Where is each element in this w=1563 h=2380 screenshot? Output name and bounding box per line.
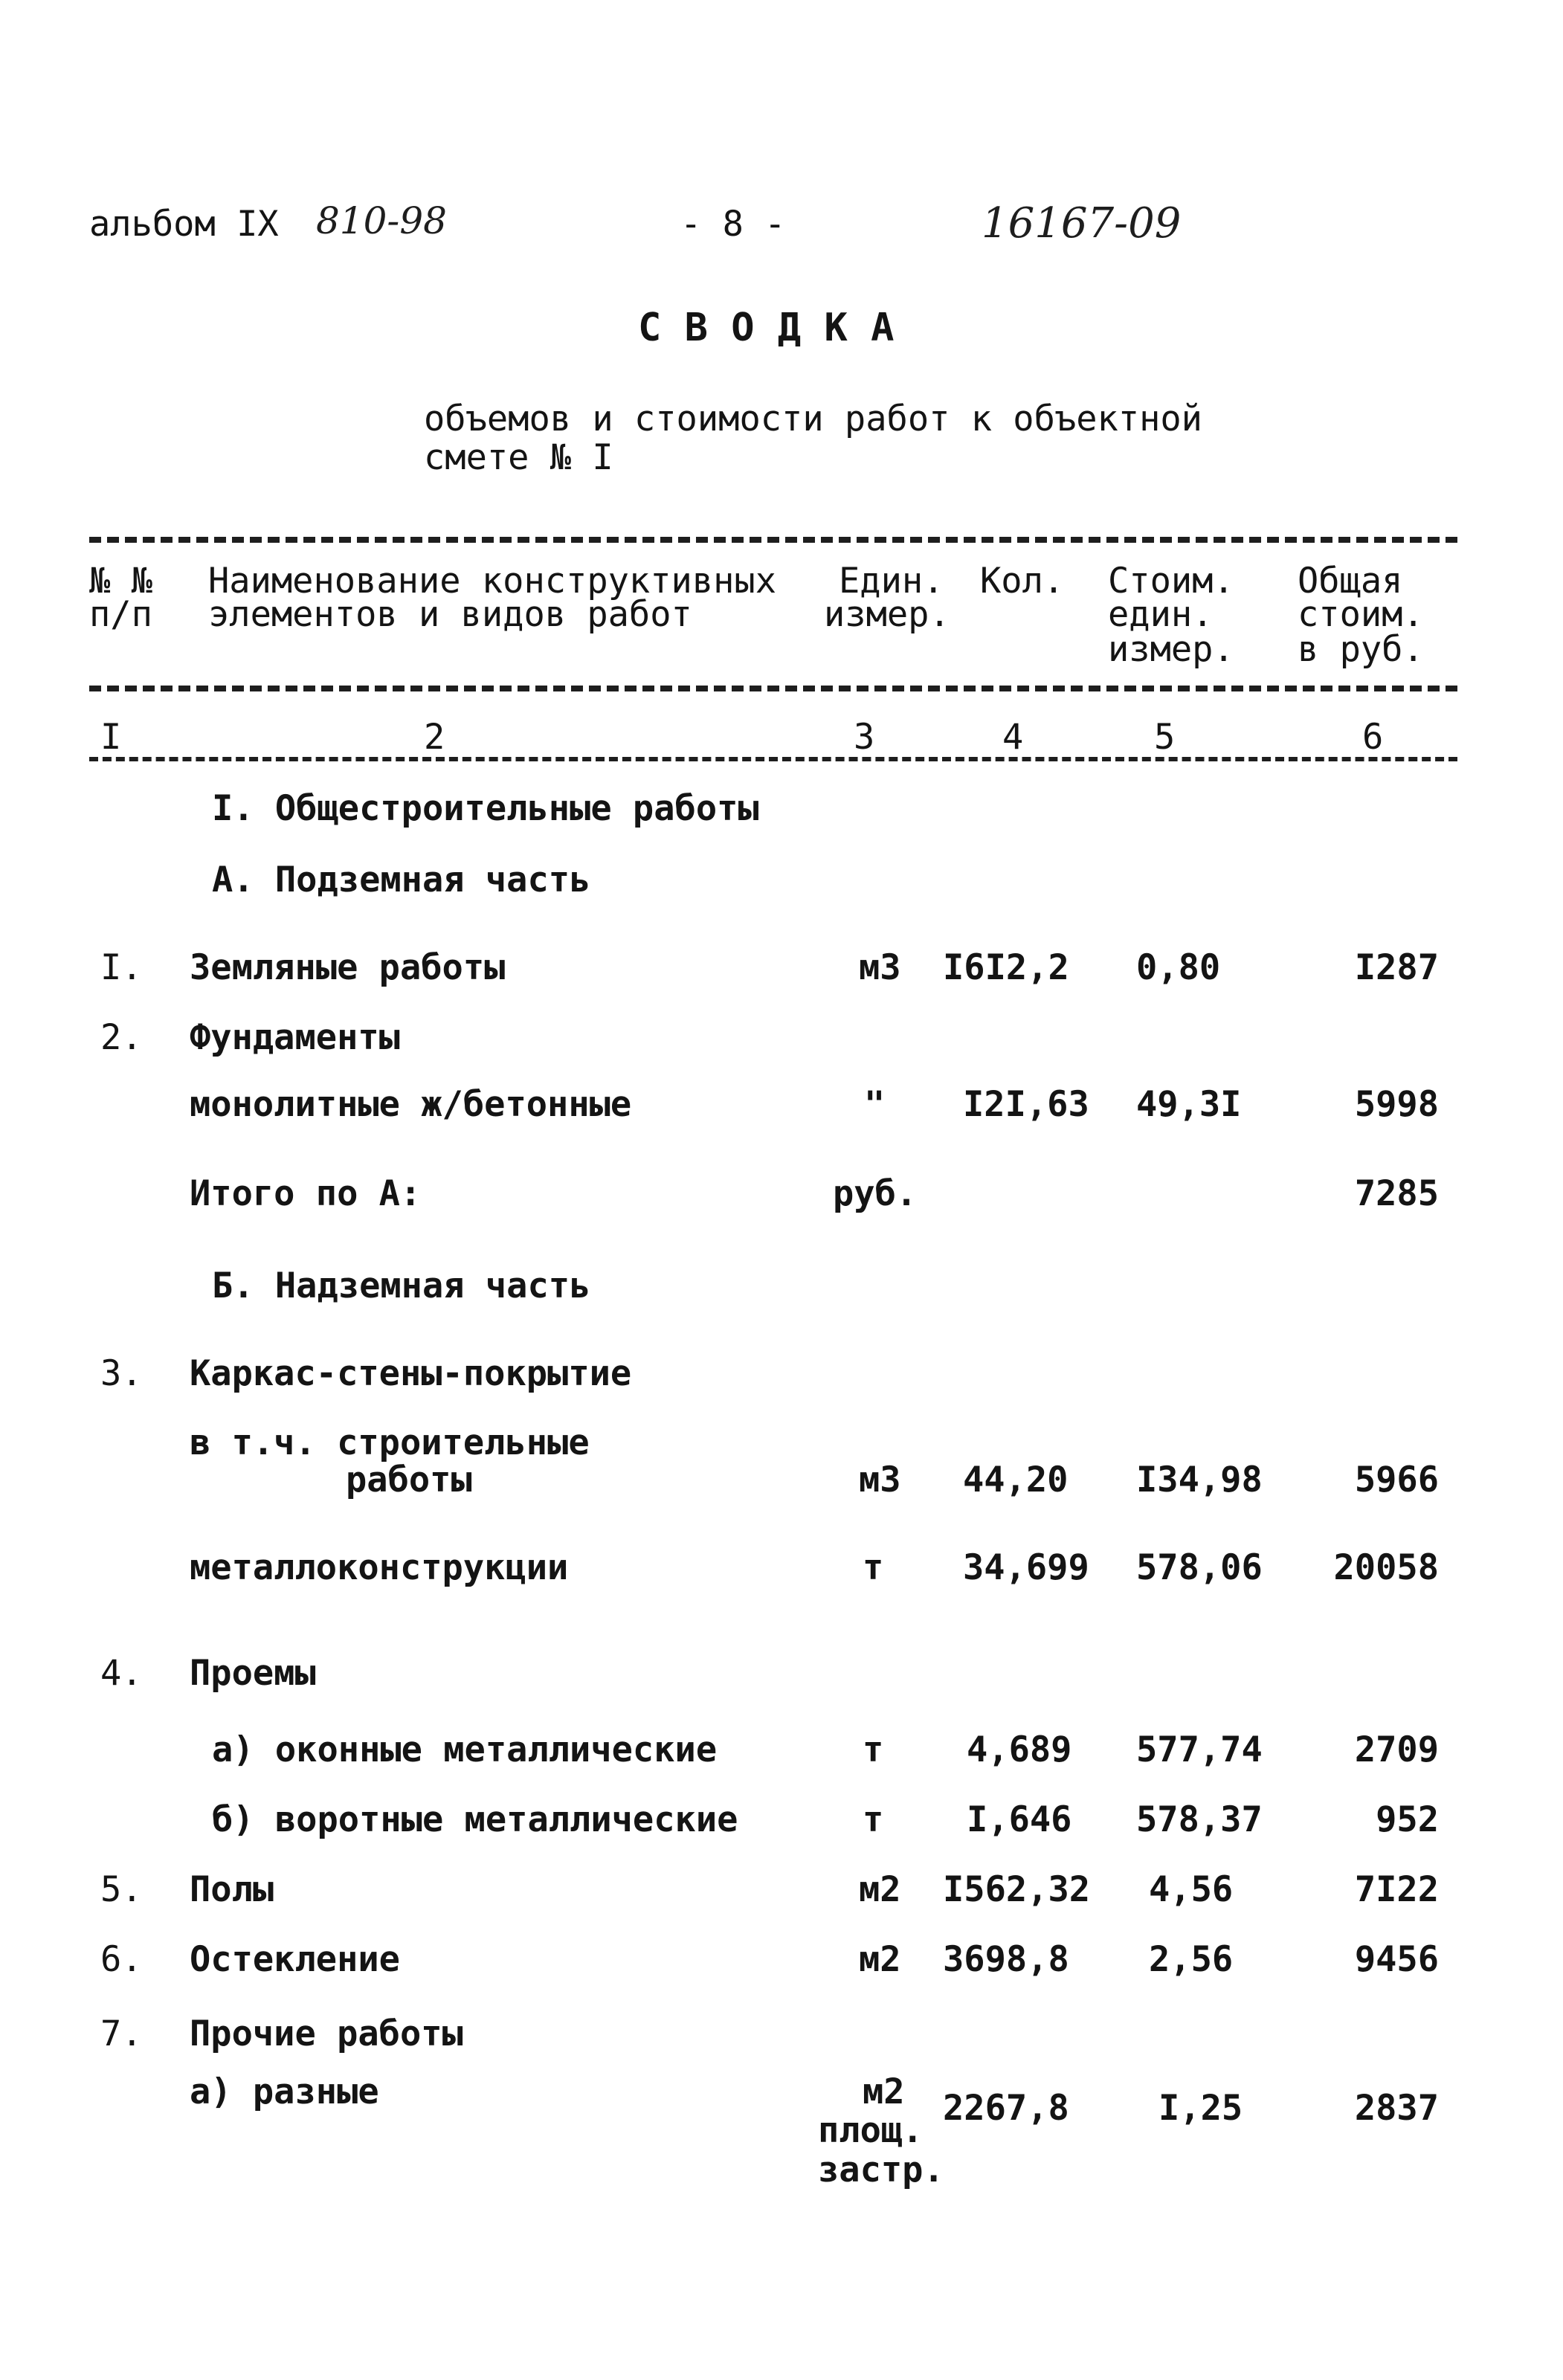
header-unit-line2: измер. [824,594,950,635]
row-number: 2. [100,1017,143,1058]
page-number: - 8 - [680,204,786,245]
row-price: 4,56 [1149,1869,1234,1910]
colnum-4: 4 [1002,717,1024,758]
row-total: 9456 [1354,1939,1439,1980]
colnum-6: 6 [1362,717,1384,758]
row-unit: м2 [859,1869,901,1910]
row-unit: м2 [859,1939,901,1980]
total-a-value: 7285 [1354,1173,1439,1214]
row-total: 20058 [1333,1547,1439,1588]
header-name-line2: элементов и видов работ [208,594,692,635]
row-price: 577,74 [1136,1729,1263,1770]
row-number: 3. [100,1353,143,1394]
album-label: альбом IX [89,204,279,245]
row-unit: м3 [859,1460,901,1500]
row-unit: м3 [859,947,901,988]
row-total: 7I22 [1354,1869,1439,1910]
subtitle-line-2: смете № I [424,437,613,478]
header-qty: Кол. [980,561,1065,602]
row-price: 2,56 [1149,1939,1234,1980]
row-price: 49,3I [1136,1084,1242,1125]
row-name: Прочие работы [190,2013,463,2054]
header-name-line1: Наименование конструктивных [208,561,777,602]
row-name: монолитные ж/бетонные [190,1084,632,1125]
section-general-heading: I. Общестроительные работы [212,788,759,829]
row-total: 952 [1376,1799,1439,1840]
row-qty: I,646 [967,1799,1072,1840]
row-number: 7. [100,2013,143,2054]
document-number-handwritten: 16167-09 [982,199,1182,248]
total-a-label: Итого по А: [190,1173,422,1214]
page-title: С В О Д К А [638,306,895,350]
colnum-bottom-rule [89,757,1457,761]
row-name: Каркас-стены-покрытие [190,1353,632,1394]
row-qty: I6I2,2 [943,947,1069,988]
row-qty: 44,20 [963,1460,1069,1500]
row-name-line1: в т.ч. строительные [190,1422,590,1463]
row-unit-ditto: " [864,1084,886,1125]
row-number: 6. [100,1939,143,1980]
row-number: I. [100,947,143,988]
row-qty: I2I,63 [963,1084,1089,1125]
header-price-line1: Стоим. [1108,561,1234,602]
table-top-rule [89,537,1457,543]
row-unit-line3: застр. [818,2150,944,2190]
row-qty: 2267,8 [943,2088,1069,2129]
album-code-handwritten: 810-98 [316,199,447,242]
row-total: 5998 [1354,1084,1439,1125]
row-price: 0,80 [1136,947,1221,988]
row-total: 2709 [1354,1729,1439,1770]
row-name: Полы [190,1869,274,1910]
colnum-1: I [100,717,122,758]
row-price: 578,06 [1136,1547,1263,1588]
header-price-line2: един. [1108,594,1214,635]
header-total-line2: стоим. [1298,594,1424,635]
header-num-line1: № № [89,561,152,602]
row-number: 5. [100,1869,143,1910]
subtitle-line-1: объемов и стоимости работ к объектной [424,399,1202,439]
row-unit-line1: м2 [863,2071,905,2112]
header-price-line3: измер. [1108,629,1234,670]
row-total: 5966 [1354,1460,1439,1500]
total-a-unit: руб. [833,1173,918,1214]
header-num-line2: п/п [89,594,152,635]
part-b-heading: Б. Надземная часть [212,1265,591,1306]
row-name: а) оконные металлические [212,1729,718,1770]
row-name: Земляные работы [190,947,506,988]
row-qty: 34,699 [963,1547,1089,1588]
header-unit-line1: Един. [839,561,944,602]
row-qty: 4,689 [967,1729,1072,1770]
colnum-2: 2 [424,717,445,758]
row-name: а) разные [190,2071,379,2112]
colnum-5: 5 [1154,717,1176,758]
row-price: I34,98 [1136,1460,1263,1500]
row-name: б) воротные металлические [212,1799,738,1840]
row-qty: I562,32 [943,1869,1091,1910]
row-unit: т [863,1729,884,1770]
row-unit-line2: площ. [818,2110,924,2151]
row-name: Остекление [190,1939,400,1980]
header-bottom-rule [89,686,1457,691]
row-price: I,25 [1158,2088,1243,2129]
row-total: 2837 [1354,2088,1439,2129]
row-name: Фундаменты [190,1017,400,1058]
row-name: металлоконструкции [190,1547,569,1588]
header-total-line3: в руб. [1298,629,1424,670]
part-a-heading: А. Подземная часть [212,860,591,900]
colnum-3: 3 [854,717,875,758]
row-price: 578,37 [1136,1799,1263,1840]
row-unit: т [863,1799,884,1840]
row-name-line2: работы [346,1460,472,1500]
row-number: 4. [100,1653,143,1694]
row-qty: 3698,8 [943,1939,1069,1980]
row-total: I287 [1354,947,1439,988]
row-name: Проемы [190,1653,316,1694]
row-unit: т [863,1547,884,1588]
header-total-line1: Общая [1298,561,1403,602]
